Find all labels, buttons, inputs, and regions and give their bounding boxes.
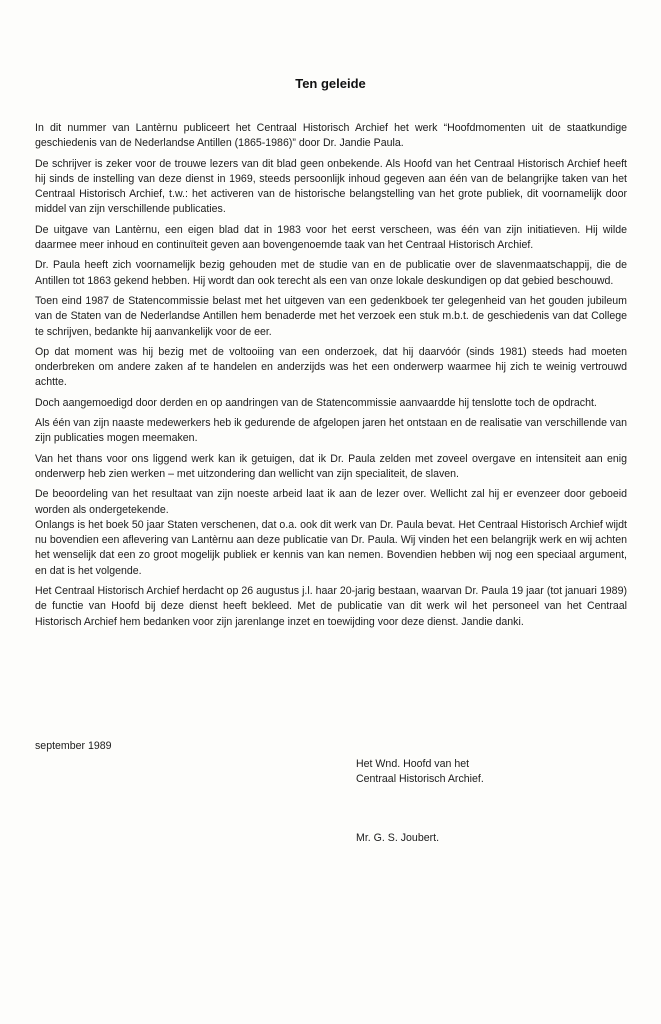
paragraph: Het Centraal Historisch Archief herdacht op 26 augustus j.l. haar 20-jarig bestaan, waarvan Dr. Paula 19 jaar (tot januari 1989) de functie van Hoofd bij deze dienst heeft bekleed. Met de publicatie van dit werk wil het personeel van het Centraal Historisch Archief hem bedanken voor zijn jarenlange inzet en toewijding voor deze dienst. Jandie danki. xyxy=(35,585,627,628)
signer-name: Mr. G. S. Joubert. xyxy=(356,832,440,844)
paragraph: In dit nummer van Lantèrnu publiceert het Centraal Historisch Archief het werk “Hoofdmomenten uit de staatkundige geschiedenis van de Nederlandse Antillen (1865-1986)” door Dr. Jandie Paula. xyxy=(35,122,627,150)
paragraph: De uitgave van Lantèrnu, een eigen blad dat in 1983 voor het eerst verscheen, was één van zijn initiatieven. Hij wilde daarmee meer inhoud en continuïteit geven aan bovengenoemde taak van het Centraal Historisch Archief. xyxy=(35,223,627,252)
signature-title-line: Het Wnd. Hoofd van het xyxy=(356,758,470,770)
page-title: Ten geleide xyxy=(295,76,366,91)
paragraph: Als één van zijn naaste medewerkers heb ik gedurende de afgelopen jaren het ontstaan en de realisatie van verschillende van zijn publicaties mogen meemaken. xyxy=(35,417,627,445)
paragraph: Doch aangemoedigd door derden en op aandringen van de Statencommissie aanvaardde hij tenslotte toch de opdracht. xyxy=(35,396,597,409)
paragraph: De schrijver is zeker voor de trouwe lezers van dit blad geen onbekende. Als Hoofd van het Centraal Historisch Archief heeft hij sinds de instelling van deze dienst in 1969, steeds persoonlijk inhoud gegeven aan één van de belangrijke taken van het Centraal Historisch Archief, t.w.: het activeren van de historische belangstelling van het grote publiek, dit voornamelijk door middel van zijn verschillende publicaties. xyxy=(35,157,627,216)
body-text xyxy=(35,121,627,635)
paragraph: Dr. Paula heeft zich voornamelijk bezig gehouden met de studie van en de publicatie over de slavenmaatschappij, die de Antillen tot 1863 gekend hebben. Hij wordt dan ook terecht als een van onze lokale deskundigen op dat gebied beschouwd. xyxy=(35,259,627,287)
document-date: september 1989 xyxy=(35,740,112,752)
signature-organization-line: Centraal Historisch Archief. xyxy=(356,773,484,786)
paragraph: Op dat moment was hij bezig met de voltooiing van een onderzoek, dat hij daarvóór (sinds 1981) steeds had moeten onderbreken om andere zaken af te handelen en anderzijds was het een onderwerp waarmee hij zich te weinig vertrouwd achtte. xyxy=(35,345,627,389)
paragraph: Van het thans voor ons liggend werk kan ik getuigen, dat ik Dr. Paula zelden met zoveel overgave en intensiteit aan enig onderwerp heb zien werken – met uitzondering dan wellicht van zijn specialiteit, de slaven. xyxy=(35,452,627,480)
paragraph: Toen eind 1987 de Statencommissie belast met het uitgeven van een gedenkboek ter gelegenheid van het gouden jubileum van de Staten van de Nederlandse Antillen hem benaderde met het verzoek een stuk m.b.t. de geschiedenis van dat College te schrijven, bedankte hij aanvankelijk voor de eer. xyxy=(35,294,627,338)
paragraph: De beoordeling van het resultaat van zijn noeste arbeid laat ik aan de lezer over. Wellicht zal hij er evenzeer door geboeid worden als ondergetekende. xyxy=(35,488,627,516)
signature-block xyxy=(356,757,484,788)
paragraph: Onlangs is het boek 50 jaar Staten verschenen, dat o.a. ook dit werk van Dr. Paula bevat. Het Centraal Historisch Archief wijdt nu bovendien een aflevering van Lantèrnu aan deze publicatie van Dr. Paula. Wij vinden het een belangrijk werk en wij achten het wenselijk dat een zo groot mogelijk publiek er kennis van kan nemen. Bovendien hebben wij nog een speciaal argument, en dat is het volgende. xyxy=(35,518,627,577)
